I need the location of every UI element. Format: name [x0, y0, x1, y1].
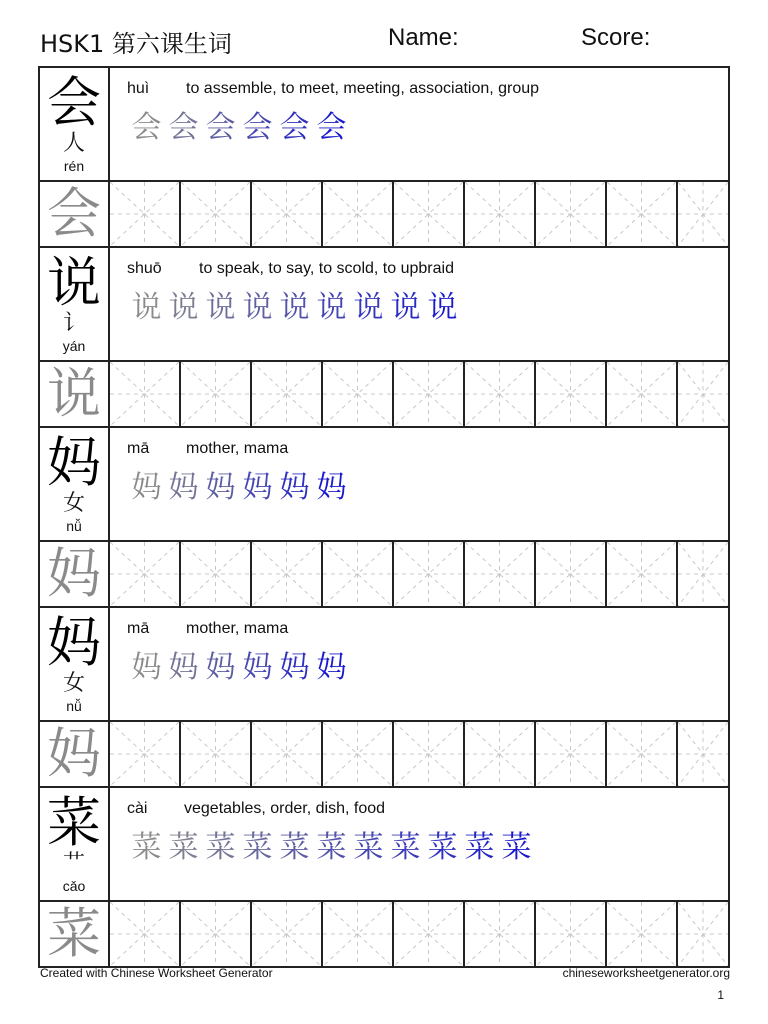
- stroke-step: 会: [131, 110, 162, 145]
- practice-guide-lines: [607, 182, 676, 246]
- stroke-step: 菜: [205, 830, 236, 865]
- stroke-order: [128, 468, 350, 508]
- stroke-step: 说: [168, 290, 199, 325]
- character-details: [110, 788, 728, 900]
- trace-cell: [40, 362, 110, 426]
- practice-guide-lines: [607, 722, 676, 786]
- practice-box[interactable]: [110, 542, 181, 606]
- trace-cell: [40, 542, 110, 606]
- stroke-step: 说: [279, 290, 310, 325]
- stroke-order: [128, 648, 350, 688]
- practice-guide-lines: [110, 182, 179, 246]
- stroke-step: 妈: [279, 650, 310, 685]
- character-cell: [40, 68, 110, 180]
- practice-box[interactable]: [110, 362, 181, 426]
- practice-guide-lines: [678, 902, 728, 966]
- practice-box[interactable]: [181, 542, 252, 606]
- practice-guide-lines: [252, 182, 321, 246]
- practice-guide-lines: [465, 902, 534, 966]
- stroke-step: 会: [242, 110, 273, 145]
- stroke-step: 说: [427, 290, 458, 325]
- stroke-step: 说: [390, 290, 421, 325]
- character-details: [110, 248, 728, 360]
- stroke-step: 妈: [168, 650, 199, 685]
- score-label: Score:: [581, 24, 651, 51]
- entry-info-row: [40, 428, 728, 542]
- pinyin: shuō: [127, 260, 162, 277]
- stroke-step: 妈: [242, 470, 273, 505]
- character-entry: [40, 608, 728, 788]
- stroke-step: 妈: [131, 650, 162, 685]
- practice-guide-lines: [252, 722, 321, 786]
- character-entry: [40, 428, 728, 608]
- stroke-step: 会: [316, 110, 347, 145]
- trace-character: 会: [47, 182, 101, 245]
- practice-guide-lines: [536, 902, 605, 966]
- practice-guide-lines: [323, 362, 392, 426]
- character-entry: [40, 68, 728, 248]
- stroke-step: 会: [168, 110, 199, 145]
- practice-guide-lines: [394, 542, 463, 606]
- practice-box[interactable]: [323, 182, 394, 246]
- trace-cell: [40, 902, 110, 966]
- radical-pinyin: rén: [63, 158, 85, 174]
- practice-box[interactable]: [465, 362, 536, 426]
- practice-row: [40, 902, 728, 968]
- stroke-step: 菜: [168, 830, 199, 865]
- definition: to assemble, to meet, meeting, association, group: [186, 80, 540, 97]
- trace-character: 菜: [47, 902, 101, 965]
- practice-guide-lines: [678, 722, 728, 786]
- practice-guide-lines: [607, 362, 676, 426]
- entry-info-row: [40, 248, 728, 362]
- practice-guide-lines: [465, 722, 534, 786]
- practice-box[interactable]: [110, 902, 181, 966]
- practice-guide-lines: [394, 362, 463, 426]
- practice-box[interactable]: [465, 542, 536, 606]
- radical-pinyin: nǚ: [66, 518, 82, 534]
- practice-guide-lines: [110, 362, 179, 426]
- practice-guide-lines: [323, 902, 392, 966]
- practice-guide-lines: [465, 182, 534, 246]
- practice-guide-lines: [394, 182, 463, 246]
- stroke-step: 妈: [205, 650, 236, 685]
- practice-box[interactable]: [252, 542, 323, 606]
- entry-info-row: [40, 68, 728, 182]
- practice-box[interactable]: [607, 182, 678, 246]
- radical-pinyin: nǚ: [66, 698, 82, 714]
- radical: 人: [62, 131, 85, 156]
- practice-box[interactable]: [678, 902, 728, 966]
- character-entry: [40, 788, 728, 968]
- practice-guide-lines: [536, 182, 605, 246]
- trace-cell: [40, 182, 110, 246]
- character-details: [110, 428, 728, 540]
- stroke-step: 妈: [316, 470, 347, 505]
- footer-credit: Created with Chinese Worksheet Generator: [40, 966, 273, 980]
- stroke-step: 妈: [316, 650, 347, 685]
- practice-box[interactable]: [181, 362, 252, 426]
- character-cell: [40, 608, 110, 720]
- stroke-order: [128, 108, 350, 148]
- radical: 艹: [62, 851, 85, 876]
- practice-guide-lines: [678, 362, 728, 426]
- stroke-step: 菜: [279, 830, 310, 865]
- stroke-step: 说: [316, 290, 347, 325]
- character-entry: [40, 248, 728, 428]
- practice-box[interactable]: [323, 542, 394, 606]
- practice-box[interactable]: [181, 902, 252, 966]
- stroke-step: 菜: [390, 830, 421, 865]
- practice-box[interactable]: [252, 362, 323, 426]
- stroke-step: 会: [279, 110, 310, 145]
- practice-box[interactable]: [678, 722, 728, 786]
- practice-guide-lines: [678, 542, 728, 606]
- practice-guide-lines: [536, 542, 605, 606]
- practice-guide-lines: [536, 722, 605, 786]
- character-cell: [40, 788, 110, 900]
- stroke-step: 菜: [316, 830, 347, 865]
- practice-box[interactable]: [394, 182, 465, 246]
- practice-guide-lines: [110, 542, 179, 606]
- practice-box[interactable]: [536, 722, 607, 786]
- character-details: [110, 68, 728, 180]
- stroke-step: 说: [242, 290, 273, 325]
- practice-guide-lines: [110, 722, 179, 786]
- practice-box[interactable]: [536, 182, 607, 246]
- practice-guide-lines: [181, 182, 250, 246]
- practice-box[interactable]: [465, 902, 536, 966]
- stroke-step: 会: [205, 110, 236, 145]
- practice-guide-lines: [323, 182, 392, 246]
- stroke-step: 菜: [242, 830, 273, 865]
- definition: vegetables, order, dish, food: [184, 800, 386, 817]
- practice-row: [40, 362, 728, 428]
- main-character: 妈: [47, 611, 101, 674]
- practice-box[interactable]: [394, 902, 465, 966]
- stroke-step: 菜: [501, 830, 532, 865]
- practice-box[interactable]: [536, 902, 607, 966]
- stroke-step: 菜: [131, 830, 162, 865]
- practice-row: [40, 542, 728, 608]
- stroke-step: 说: [205, 290, 236, 325]
- page-number: 1: [717, 988, 724, 1002]
- entry-info-row: [40, 608, 728, 722]
- trace-character: 妈: [47, 542, 101, 605]
- practice-guide-lines: [465, 362, 534, 426]
- practice-guide-lines: [252, 542, 321, 606]
- practice-guide-lines: [181, 722, 250, 786]
- practice-box[interactable]: [607, 542, 678, 606]
- stroke-step: 妈: [279, 470, 310, 505]
- practice-box[interactable]: [394, 542, 465, 606]
- practice-box[interactable]: [110, 722, 181, 786]
- practice-guide-lines: [181, 902, 250, 966]
- practice-box[interactable]: [323, 902, 394, 966]
- practice-guide-lines: [536, 362, 605, 426]
- stroke-step: 菜: [353, 830, 384, 865]
- stroke-step: 妈: [242, 650, 273, 685]
- practice-box[interactable]: [110, 182, 181, 246]
- practice-box[interactable]: [181, 722, 252, 786]
- practice-box[interactable]: [536, 362, 607, 426]
- radical-pinyin: cǎo: [62, 878, 86, 894]
- pinyin: mā: [127, 440, 150, 457]
- stroke-step: 妈: [131, 470, 162, 505]
- character-cell: [40, 428, 110, 540]
- character-details: [110, 608, 728, 720]
- pinyin: huì: [127, 80, 150, 97]
- practice-box[interactable]: [181, 182, 252, 246]
- definition: mother, mama: [186, 440, 289, 457]
- practice-guide-lines: [607, 902, 676, 966]
- main-character: 妈: [47, 431, 101, 494]
- worksheet-title: HSK1 第六课生词: [40, 30, 232, 58]
- practice-guide-lines: [394, 722, 463, 786]
- worksheet-header: [40, 24, 730, 58]
- name-label: Name:: [388, 24, 459, 51]
- radical: 讠: [62, 311, 85, 336]
- trace-character: 妈: [47, 722, 101, 785]
- main-character: 会: [47, 71, 101, 134]
- practice-guide-lines: [465, 542, 534, 606]
- definition: mother, mama: [186, 620, 289, 637]
- practice-row: [40, 182, 728, 248]
- practice-box[interactable]: [678, 362, 728, 426]
- definition: to speak, to say, to scold, to upbraid: [199, 260, 454, 277]
- pinyin: mā: [127, 620, 150, 637]
- stroke-step: 菜: [464, 830, 495, 865]
- stroke-step: 菜: [427, 830, 458, 865]
- practice-box[interactable]: [678, 542, 728, 606]
- practice-box[interactable]: [323, 362, 394, 426]
- practice-guide-lines: [252, 902, 321, 966]
- trace-character: 说: [47, 362, 101, 425]
- stroke-step: 妈: [168, 470, 199, 505]
- stroke-step: 说: [131, 290, 162, 325]
- entry-info-row: [40, 788, 728, 902]
- practice-row: [40, 722, 728, 788]
- practice-guide-lines: [607, 542, 676, 606]
- practice-box[interactable]: [252, 182, 323, 246]
- practice-guide-lines: [323, 722, 392, 786]
- practice-box[interactable]: [323, 722, 394, 786]
- practice-guide-lines: [181, 362, 250, 426]
- stroke-step: 妈: [205, 470, 236, 505]
- practice-box[interactable]: [252, 902, 323, 966]
- stroke-order: [128, 288, 461, 328]
- footer-url[interactable]: chineseworksheetgenerator.org: [562, 966, 730, 980]
- practice-guide-lines: [181, 542, 250, 606]
- radical-pinyin: yán: [62, 338, 86, 354]
- practice-guide-lines: [394, 902, 463, 966]
- practice-box[interactable]: [607, 902, 678, 966]
- practice-box[interactable]: [607, 722, 678, 786]
- practice-box[interactable]: [678, 182, 728, 246]
- stroke-step: 说: [353, 290, 384, 325]
- practice-box[interactable]: [252, 722, 323, 786]
- worksheet-grid: [38, 66, 730, 968]
- practice-guide-lines: [323, 542, 392, 606]
- practice-box[interactable]: [465, 182, 536, 246]
- practice-box[interactable]: [394, 362, 465, 426]
- radical: 女: [62, 491, 85, 516]
- stroke-order: [128, 828, 535, 868]
- practice-box[interactable]: [607, 362, 678, 426]
- pinyin: cài: [127, 800, 148, 817]
- practice-box[interactable]: [394, 722, 465, 786]
- main-character: 菜: [47, 791, 101, 854]
- practice-guide-lines: [252, 362, 321, 426]
- practice-guide-lines: [110, 902, 179, 966]
- radical: 女: [62, 671, 85, 696]
- main-character: 说: [47, 251, 101, 314]
- practice-guide-lines: [678, 182, 728, 246]
- practice-box[interactable]: [465, 722, 536, 786]
- character-cell: [40, 248, 110, 360]
- trace-cell: [40, 722, 110, 786]
- practice-box[interactable]: [536, 542, 607, 606]
